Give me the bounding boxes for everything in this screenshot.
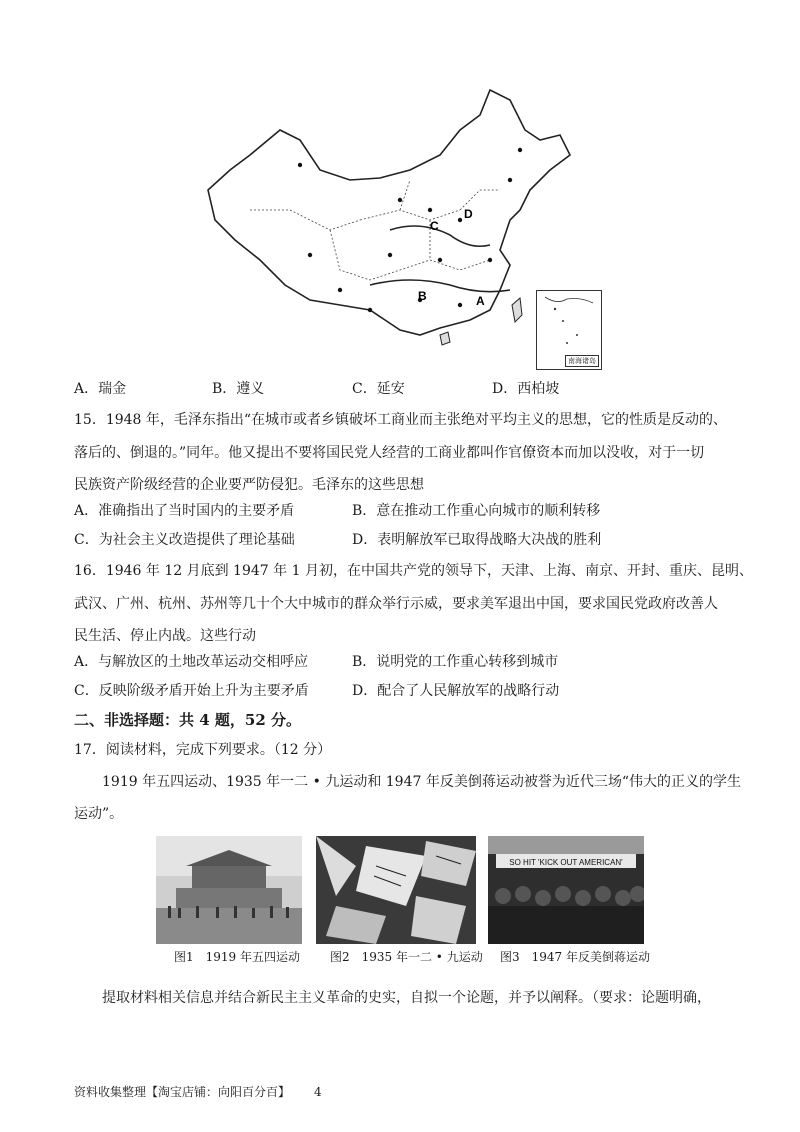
q15-option-b: B．意在推动工作重心向城市的顺利转移 bbox=[352, 503, 601, 519]
q14-option-a: A．瑞金 bbox=[74, 381, 127, 397]
q17-stem: 17．阅读材料，完成下列要求。（12 分） bbox=[74, 742, 332, 758]
q16-option-d: D．配合了人民解放军的战略行动 bbox=[352, 683, 560, 699]
caption-2: 图2 1935 年一二 • 九运动 bbox=[330, 950, 483, 964]
section-2-title: 二、非选择题：共 4 题，52 分。 bbox=[74, 711, 301, 729]
south-china-sea-inset bbox=[536, 290, 602, 370]
banner-text: SO HIT 'KICK OUT AMERICAN' bbox=[509, 858, 623, 867]
q16-option-b: B．说明党的工作重心转移到城市 bbox=[352, 654, 559, 670]
photo-anti-us-image bbox=[488, 836, 644, 944]
q15-option-a: A．准确指出了当时国内的主要矛盾 bbox=[74, 503, 295, 519]
map-label-c: C bbox=[430, 219, 439, 233]
q16-stem-line-1: 16．1946 年 12 月底到 1947 年 1 月初，在中国共产党的领导下，天津、上海、南京、开封、重庆、昆明、 bbox=[74, 563, 753, 579]
footer-source: 资料收集整理【淘宝店铺：向阳百分百】 bbox=[74, 1085, 291, 1099]
q16-stem-line-3: 民生活、停止内战。这些行动 bbox=[74, 628, 256, 644]
q15-stem-line-3: 民族资产阶级经营的企业要严防侵犯。毛泽东的这些思想 bbox=[74, 477, 424, 493]
q14-option-c: C．延安 bbox=[352, 381, 405, 397]
q15-option-d: D．表明解放军已取得战略大决战的胜利 bbox=[352, 532, 602, 548]
q15-option-c: C．为社会主义改造提供了理论基础 bbox=[74, 532, 295, 548]
q14-option-b: B．遵义 bbox=[212, 381, 265, 397]
q15-stem-line-1: 15．1948 年，毛泽东指出“在城市或者乡镇破坏工商业而主张绝对平均主义的思想，它的性质是反动的、 bbox=[74, 412, 728, 428]
q16-option-a: A．与解放区的土地改革运动交相呼应 bbox=[74, 654, 309, 670]
photo-may-fourth-image bbox=[156, 836, 302, 944]
caption-3: 图3 1947 年反美倒蒋运动 bbox=[500, 950, 650, 964]
caption-1: 图1 1919 年五四运动 bbox=[174, 950, 300, 964]
q15-stem-line-2: 落后的、倒退的。”同年。他又提出不要将国民党人经营的工商业都叫作官僚资本而加以没收，对于一切 bbox=[74, 445, 705, 461]
photo-december-ninth bbox=[316, 836, 476, 944]
photo-anti-us bbox=[488, 836, 644, 944]
q16-option-c: C．反映阶级矛盾开始上升为主要矛盾 bbox=[74, 683, 309, 699]
q14-option-d: D．西柏坡 bbox=[492, 381, 560, 397]
map-label-b: B bbox=[418, 289, 427, 303]
inset-label: 南海诸岛 bbox=[565, 355, 599, 367]
page-number: 4 bbox=[314, 1085, 322, 1099]
photo-december-ninth-image bbox=[316, 836, 476, 944]
q17-material-line-2: 运动”。 bbox=[74, 806, 124, 822]
q17-instruction: 提取材料相关信息并结合新民主主义革命的史实，自拟一个论题，并予以阐释。（要求：论题明确， bbox=[102, 990, 711, 1006]
q16-stem-line-2: 武汉、广州、杭州、苏州等几十个大中城市的群众举行示威，要求美军退出中国，要求国民党政府改善人 bbox=[74, 596, 718, 612]
q17-material-line-1: 1919 年五四运动、1935 年一二 • 九运动和 1947 年反美倒蒋运动被誉为近代三场“伟大的正义的学生 bbox=[102, 774, 742, 790]
map-label-d: D bbox=[464, 207, 473, 221]
photo-may-fourth bbox=[156, 836, 302, 944]
map-label-a: A bbox=[476, 294, 485, 308]
